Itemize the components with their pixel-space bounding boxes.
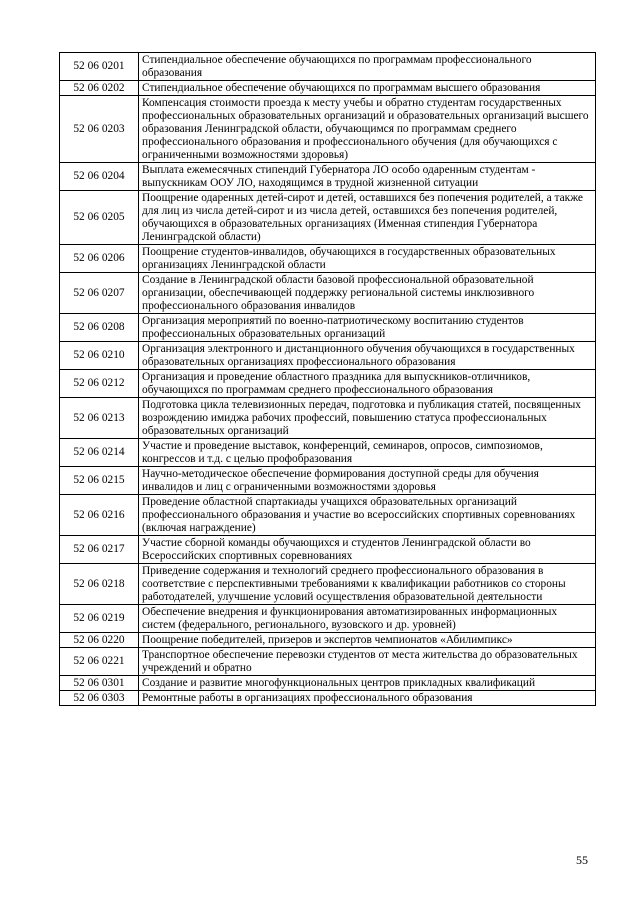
- table-row: [60, 536, 596, 564]
- row-code: 52 06 0202: [60, 81, 139, 96]
- row-description: Проведение областной спартакиады учащихся образовательных организаций профессионального образования и участие во всероссийских спортивных соревнованиях (включая награждение): [139, 495, 596, 536]
- row-description: Поощрение одаренных детей-сирот и детей, оставшихся без попечения родителей, а также для лиц из числа детей-сирот и из числа детей, оставшихся без попечения родителей, обучающихся в образовательных организациях (Именная стипендия Губернатора Ленинградской области): [139, 191, 596, 245]
- table-row: [60, 439, 596, 467]
- table-row: [60, 81, 596, 96]
- table-row: [60, 273, 596, 314]
- row-description: Транспортное обеспечение перевозки студентов от места жительства до образовательных учреждений и обратно: [139, 648, 596, 676]
- table-row: [60, 342, 596, 370]
- row-code: 52 06 0204: [60, 163, 139, 191]
- table-row: [60, 495, 596, 536]
- row-code: 52 06 0210: [60, 342, 139, 370]
- table-row: [60, 691, 596, 706]
- row-code: 52 06 0212: [60, 370, 139, 398]
- row-code: 52 06 0301: [60, 676, 139, 691]
- row-code: 52 06 0221: [60, 648, 139, 676]
- table-row: [60, 314, 596, 342]
- row-description: Создание и развитие многофункциональных центров прикладных квалификаций: [139, 676, 596, 691]
- row-description: Подготовка цикла телевизионных передач, подготовка и публикация статей, посвященных возрождению имиджа рабочих профессий, повышению статуса профессиональных образовательных организаций: [139, 398, 596, 439]
- row-code: 52 06 0206: [60, 245, 139, 273]
- row-description: Создание в Ленинградской области базовой профессиональной образовательной организации, обеспечивающей поддержку региональной системы инклюзивного профессионального образования инвалидов: [139, 273, 596, 314]
- row-code: 52 06 0218: [60, 564, 139, 605]
- row-description: Участие и проведение выставок, конференций, семинаров, опросов, симпозиомов, конгрессов и т.д. с целью профобразования: [139, 439, 596, 467]
- table-row: [60, 633, 596, 648]
- table-row: [60, 191, 596, 245]
- row-description: Компенсация стоимости проезда к месту учебы и обратно студентам государственных профессиональных образовательных организаций и образовательных организаций высшего образования Ленинградской области, обучающимся по программам среднего профессионального образования и профессионального обучения (для обучающихся с ограниченными возможностями здоровья): [139, 96, 596, 163]
- row-code: 52 06 0203: [60, 96, 139, 163]
- row-code: 52 06 0214: [60, 439, 139, 467]
- row-code: 52 06 0205: [60, 191, 139, 245]
- table-row: [60, 398, 596, 439]
- row-code: 52 06 0220: [60, 633, 139, 648]
- table-row: [60, 564, 596, 605]
- row-description: Организация электронного и дистанционного обучения обучающихся в государственных образовательных организациях профессионального образования: [139, 342, 596, 370]
- table-row: [60, 467, 596, 495]
- row-description: Приведение содержания и технологий среднего профессионального образования в соответствие с перспективными требованиями к квалификации работников со стороны работодателей, улучшение условий осуществления образовательной деятельности: [139, 564, 596, 605]
- table-row: [60, 676, 596, 691]
- row-code: 52 06 0201: [60, 53, 139, 81]
- row-description: Организация мероприятий по военно-патриотическому воспитанию студентов профессиональных образовательных организаций: [139, 314, 596, 342]
- table-row: [60, 245, 596, 273]
- row-description: Организация и проведение областного праздника для выпускников-отличников, обучающихся по программам среднего профессионального образования: [139, 370, 596, 398]
- row-code: 52 06 0303: [60, 691, 139, 706]
- row-code: 52 06 0207: [60, 273, 139, 314]
- row-code: 52 06 0215: [60, 467, 139, 495]
- row-description: Ремонтные работы в организациях профессионального образования: [139, 691, 596, 706]
- table-row: [60, 605, 596, 633]
- row-description: Поощрение победителей, призеров и экспертов чемпионатов «Абилимпикс»: [139, 633, 596, 648]
- page-number: 55: [576, 853, 588, 867]
- row-code: 52 06 0219: [60, 605, 139, 633]
- table-row: [60, 53, 596, 81]
- row-description: Научно-методическое обеспечение формирования доступной среды для обучения инвалидов и лиц с ограниченными возможностями здоровья: [139, 467, 596, 495]
- row-description: Участие сборной команды обучающихся и студентов Ленинградской области во Всероссийских спортивных соревнованиях: [139, 536, 596, 564]
- row-description: Поощрение студентов-инвалидов, обучающихся в государственных образовательных организациях Ленинградской области: [139, 245, 596, 273]
- budget-code-table: [59, 52, 596, 706]
- table-body: [60, 53, 596, 706]
- row-description: Стипендиальное обеспечение обучающихся по программам профессионального образования: [139, 53, 596, 81]
- row-description: Обеспечение внедрения и функционирования автоматизированных информационных систем (федерального, регионального, вузовского и др. уровней): [139, 605, 596, 633]
- row-code: 52 06 0208: [60, 314, 139, 342]
- row-description: Стипендиальное обеспечение обучающихся по программам высшего образования: [139, 81, 596, 96]
- table-row: [60, 163, 596, 191]
- row-code: 52 06 0217: [60, 536, 139, 564]
- table-row: [60, 370, 596, 398]
- table-row: [60, 648, 596, 676]
- row-code: 52 06 0213: [60, 398, 139, 439]
- row-code: 52 06 0216: [60, 495, 139, 536]
- row-description: Выплата ежемесячных стипендий Губернатора ЛО особо одаренным студентам - выпускникам ООУ ЛО, находящимся в трудной жизненной ситуации: [139, 163, 596, 191]
- table-row: [60, 96, 596, 163]
